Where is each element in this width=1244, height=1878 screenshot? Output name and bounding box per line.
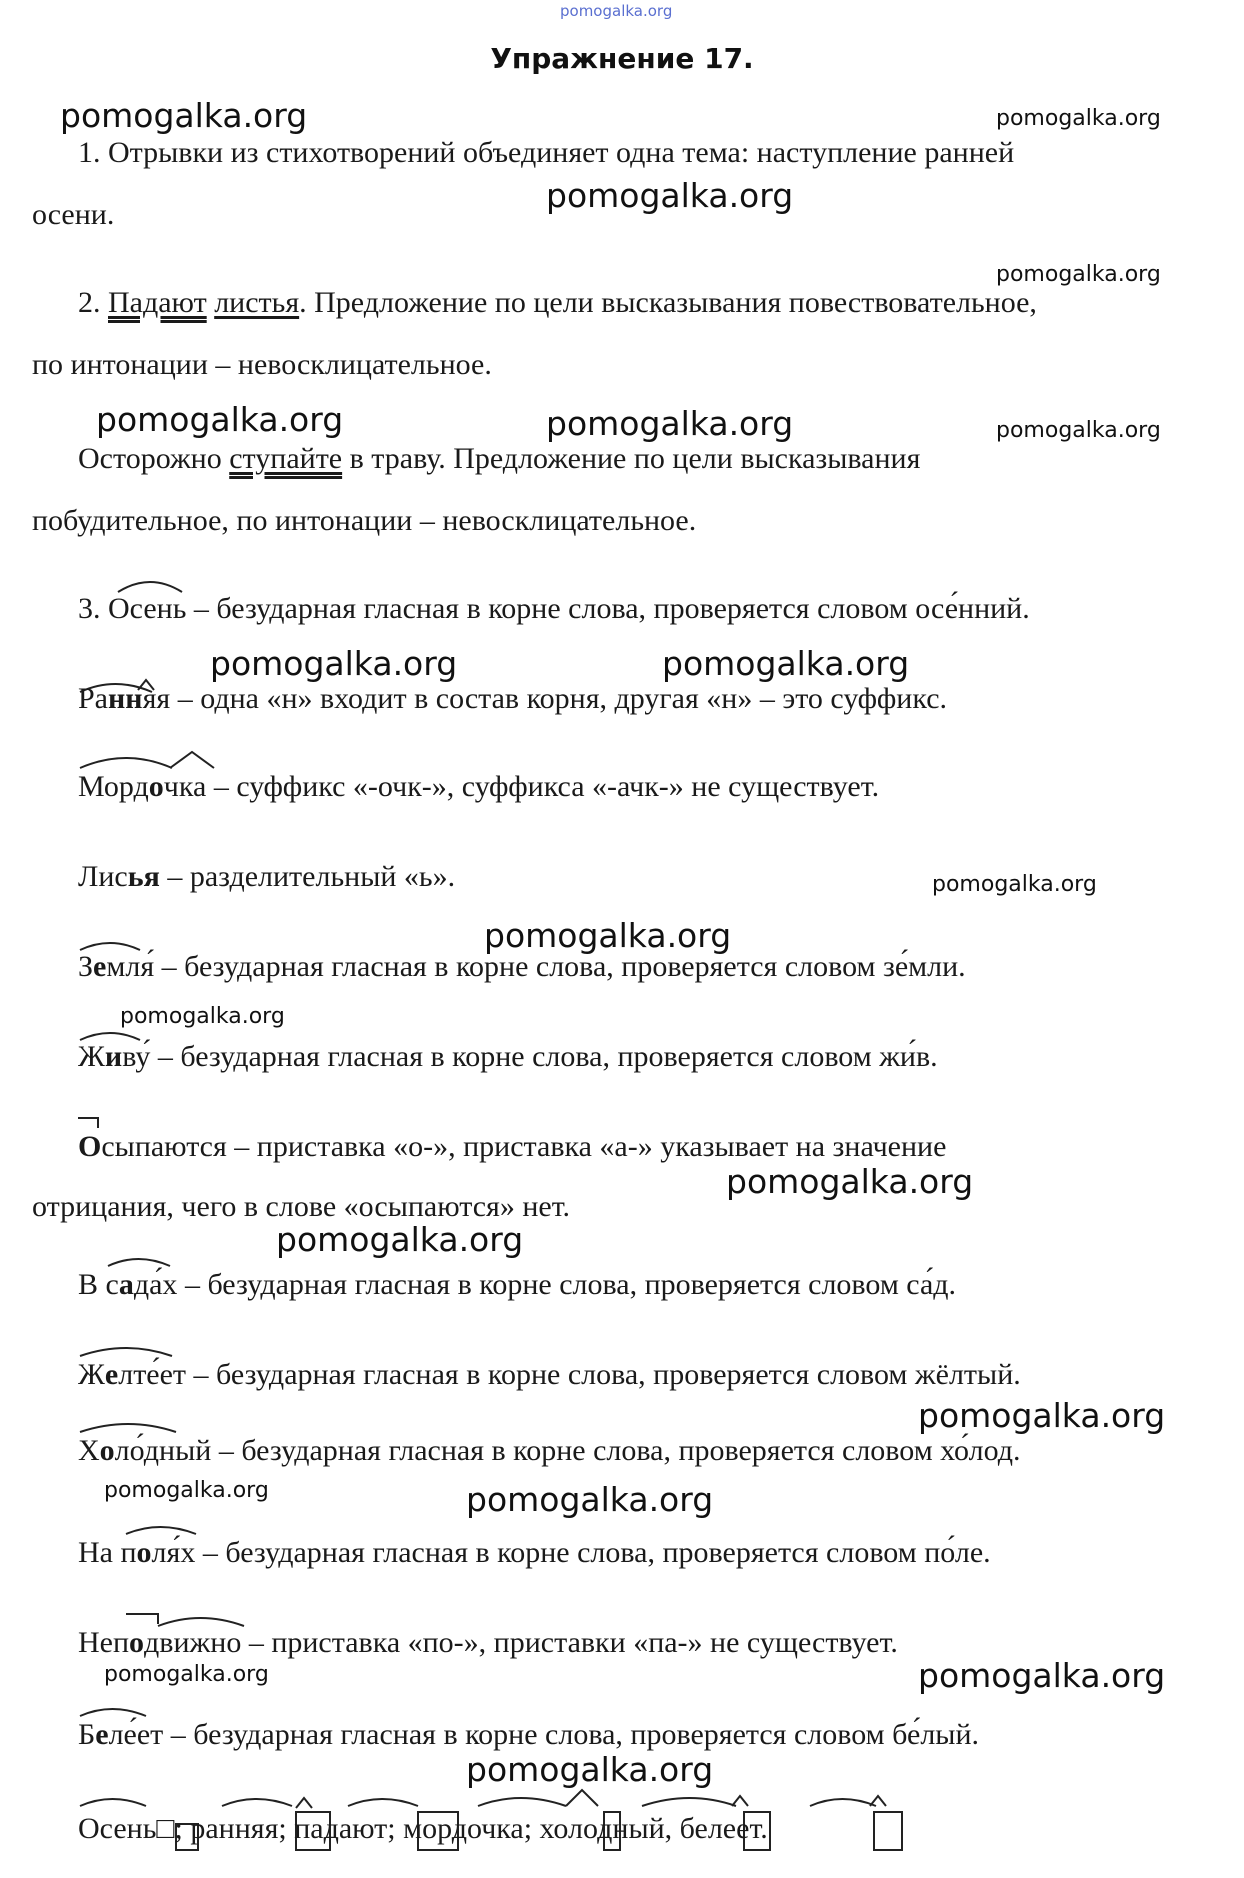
root-arc bbox=[80, 758, 172, 768]
root-arc bbox=[80, 1799, 146, 1806]
item-zemlya: Земля́ – безударная гласная в корне слова, проверяется словом зе́мли. bbox=[78, 950, 966, 983]
p3-line1 bbox=[78, 442, 920, 476]
suffix-mark bbox=[296, 1798, 312, 1808]
root-arc bbox=[80, 1709, 146, 1716]
p2-line1 bbox=[78, 286, 1037, 320]
watermark: pomogalka.org bbox=[210, 644, 458, 683]
root-arc bbox=[108, 1259, 170, 1266]
item-mordochka: Мордочка – суффикс «-очк-», суффикса «-ачк-» не существует. bbox=[78, 770, 880, 803]
item-beleet: Беле́ет – безударная гласная в корне слова, проверяется словом бе́лый. bbox=[78, 1718, 980, 1751]
prefix-mark bbox=[126, 1614, 158, 1624]
watermark: pomogalka.org bbox=[60, 96, 308, 135]
watermark: pomogalka.org bbox=[996, 106, 1161, 131]
watermark: pomogalka.org bbox=[484, 916, 732, 955]
suffix-mark bbox=[566, 1790, 598, 1806]
item-osypayutsya-line2: отрицания, чего в слове «осыпаются» нет. bbox=[32, 1190, 571, 1223]
root-arc bbox=[642, 1798, 736, 1806]
watermark: pomogalka.org bbox=[662, 644, 910, 683]
watermark: pomogalka.org bbox=[120, 1004, 285, 1029]
p3-rest: в траву. Предложение по цели высказывания bbox=[342, 442, 921, 475]
root-arc bbox=[810, 1799, 876, 1806]
watermark: pomogalka.org bbox=[996, 262, 1161, 287]
p2-line2: по интонации – невосклицательное. bbox=[32, 348, 492, 381]
watermark: pomogalka.org bbox=[104, 1662, 269, 1687]
item-nepodvizhno: Неподвижно – приставка «по-», приставки «па-» не существует. bbox=[78, 1626, 898, 1659]
watermark: pomogalka.org bbox=[466, 1480, 714, 1519]
p2-subject: Падают bbox=[108, 286, 207, 319]
root-arc bbox=[80, 1348, 172, 1356]
item-polyah: На поля́х – безударная гласная в корне слова, проверяется словом по́ле. bbox=[78, 1536, 991, 1569]
watermark: pomogalka.org bbox=[466, 1750, 714, 1789]
root-arc bbox=[118, 582, 182, 592]
root-arc bbox=[348, 1799, 418, 1806]
root-arc bbox=[158, 1618, 244, 1626]
suffix-mark bbox=[732, 1796, 748, 1806]
item-zhivu: Живу́ – безударная гласная в корне слова, проверяется словом жи́в. bbox=[78, 1040, 938, 1073]
p3-predicate: ступайте bbox=[229, 442, 343, 475]
root-arc bbox=[80, 1424, 176, 1432]
p1-line1: 1. Отрывки из стихотворений объединяет одна тема: наступление ранней bbox=[78, 136, 1015, 169]
root-arc bbox=[478, 1798, 566, 1806]
watermark: pomogalka.org bbox=[276, 1220, 524, 1259]
item-osen: 3. Осень – безударная гласная в корне слова, проверяется словом осе́нний. bbox=[78, 592, 1030, 625]
watermark: pomogalka.org bbox=[918, 1656, 1166, 1695]
root-arc bbox=[80, 943, 140, 950]
watermark: pomogalka.org bbox=[918, 1396, 1166, 1435]
item-sadah: В сада́х – безударная гласная в корне слова, проверяется словом са́д. bbox=[78, 1268, 957, 1301]
item-zhelteet: Желте́ет – безударная гласная в корне слова, проверяется словом жёлтый. bbox=[78, 1358, 1021, 1391]
watermark: pomogalka.org bbox=[546, 404, 794, 443]
ending-box bbox=[874, 1812, 902, 1850]
item-lisya: Лисья – разделительный «ь». bbox=[78, 860, 456, 893]
morpheme-summary-line: Осень□; ранняя; падают; мордочка; холодный, белеет. bbox=[78, 1812, 768, 1845]
watermark: pomogalka.org bbox=[996, 418, 1161, 443]
p2-rest: . Предложение по цели высказывания повествовательное, bbox=[299, 286, 1037, 319]
item-holodny: Холо́дный – безударная гласная в корне слова, проверяется словом хо́лод. bbox=[78, 1434, 1021, 1467]
item-osypayutsya: Осыпаются – приставка «о-», приставка «а-» указывает на значение bbox=[78, 1130, 947, 1163]
watermark: pomogalka.org bbox=[932, 872, 1097, 897]
p1-line2: осени. bbox=[32, 198, 115, 231]
suffix-mark bbox=[870, 1796, 886, 1806]
p3-line2: побудительное, по интонации – невосклицательное. bbox=[32, 504, 697, 537]
root-arc bbox=[80, 1033, 140, 1040]
p2-num: 2. bbox=[78, 286, 108, 319]
watermark: pomogalka.org bbox=[96, 400, 344, 439]
watermark: pomogalka.org bbox=[726, 1162, 974, 1201]
watermark: pomogalka.org bbox=[546, 176, 794, 215]
suffix-mark bbox=[170, 752, 214, 768]
p2-predicate: листья bbox=[214, 286, 300, 319]
watermark: pomogalka.org bbox=[104, 1478, 269, 1503]
root-arc bbox=[126, 1527, 196, 1534]
page-title: Упражнение 17. bbox=[490, 42, 754, 75]
root-arc bbox=[222, 1799, 292, 1806]
header-watermark: pomogalka.org bbox=[560, 2, 673, 20]
item-rannyaya: Ранняя – одна «н» входит в состав корня, другая «н» – это суффикс. bbox=[78, 682, 948, 715]
prefix-mark bbox=[78, 1118, 98, 1128]
p3-start: Осторожно bbox=[78, 442, 230, 475]
